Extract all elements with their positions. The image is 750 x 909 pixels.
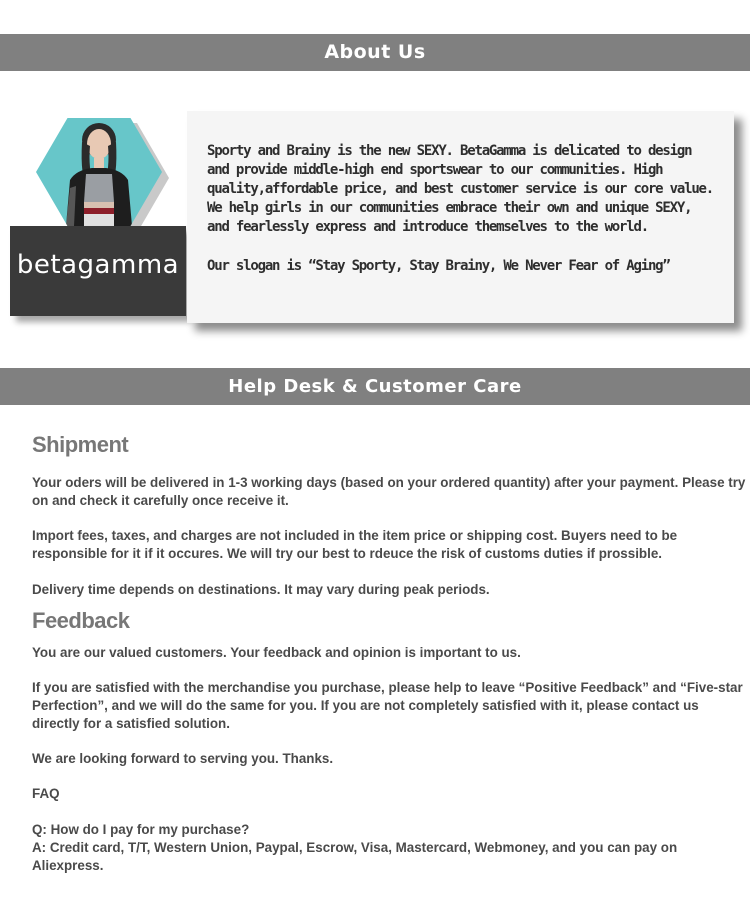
faq-question: Q: How do I pay for my purchase? xyxy=(32,822,250,837)
faq-label: FAQ xyxy=(32,786,60,801)
feedback-valued-text: You are our valued customers. Your feedback and opinion is important to us. xyxy=(32,645,521,660)
brand-logo: betagamma xyxy=(16,250,180,280)
about-us-header: About Us xyxy=(0,34,750,71)
shipment-title: Shipment xyxy=(32,432,129,457)
feedback-title: Feedback xyxy=(32,608,130,633)
about-slogan: Our slogan is “Stay Sporty, Stay Brainy, We Never Fear of Aging” xyxy=(207,258,670,274)
feedback-thanks-text: We are looking forward to serving you. Thanks. xyxy=(32,751,334,766)
feedback-satisfied-text: If you are satisfied with the merchandise you purchase, please help to leave “Positive Feedback” and “Five-star Perfection”, and we will do the same for you. If you are not completely satisfied with it, please contact us directly for a satisfied solution. xyxy=(32,680,743,731)
shipment-delivery-time-text: Delivery time depends on destinations. It may vary during peak periods. xyxy=(32,582,490,597)
about-card xyxy=(187,111,734,323)
brand-logo-box xyxy=(10,226,186,316)
help-desk-header: Help Desk & Customer Care xyxy=(0,368,750,405)
shipment-delivery-text: Your oders will be delivered in 1-3 working days (based on your ordered quantity) after your payment. Please try on and check it carefully once receive it. xyxy=(32,475,746,508)
faq-answer: A: Credit card, T/T, Western Union, Paypal, Escrow, Visa, Mastercard, Webmoney, and you can pay on Aliexpress. xyxy=(32,840,678,873)
shipment-fees-text: Import fees, taxes, and charges are not included in the item price or shipping cost. Buyers need to be responsible for it if it occures. We will try our best to rdeuce the risk of customs duties if prossible. xyxy=(32,528,678,561)
about-description: Sporty and Brainy is the new SEXY. BetaGamma is delicated to design and provide middle-high end sportswear to our communities. High quality,affordable price, and best customer service is our core value. We help girls in our communities embrace their own and unique SEXY, and fearlessly express and introduce themselves to the world. xyxy=(207,143,714,235)
